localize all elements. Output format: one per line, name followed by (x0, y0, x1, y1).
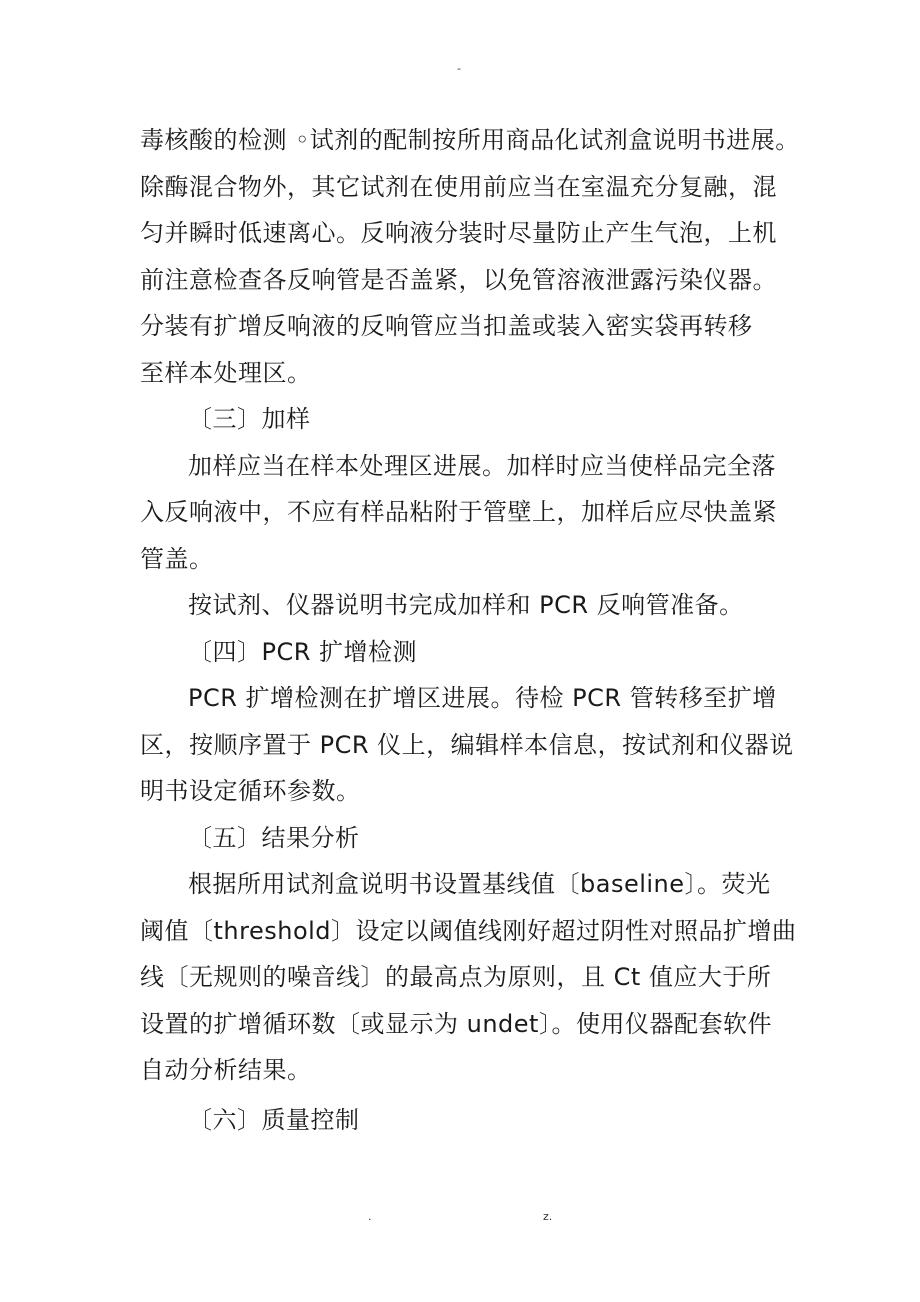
text-line: 前注意检查各反响管是否盖紧，以免管溶液泄露污染仪器。 (140, 265, 777, 294)
paragraph-pcr-amplification (140, 675, 794, 815)
text-line: 根据所用试剂盒说明书设置基线值〔baseline〕。荧光 (188, 870, 771, 898)
heading-text: 〔三〕加样 (188, 405, 311, 433)
section-heading-result-analysis (140, 815, 785, 862)
text-line: 入反响液中，不应有样品粘附于管壁上，加样后应尽快盖紧 (140, 498, 777, 526)
heading-text: 〔四〕PCR 扩增检测 (188, 637, 418, 666)
footer-left-mark: . (368, 1210, 372, 1223)
section-heading-pcr-amplification (140, 629, 785, 676)
text-line: 阈值〔threshold〕设定以阈值线刚好超过阴性对照品扩增曲 (140, 916, 797, 945)
text-line: 区，按顺序置于 PCR 仪上，编辑样本信息，按试剂和仪器说 (140, 730, 794, 759)
text-line: 按试剂、仪器说明书完成加样和 PCR 反响管准备。 (188, 591, 744, 619)
document-body (140, 117, 800, 1143)
text-line: 加样应当在样本处理区进展。加样时应当使样品完全落 (188, 451, 776, 480)
paragraph-reagent-prep (140, 117, 800, 396)
header-mark: - (457, 62, 461, 75)
paragraph-result-analysis (140, 861, 797, 1094)
paragraph-sample-loading (140, 443, 785, 583)
text-line: 自动分析结果。 (140, 1056, 312, 1084)
text-line: 管盖。 (140, 544, 214, 573)
text-line: 除酶混合物外，其它试剂在使用前应当在室温充分复融，混 (140, 172, 777, 201)
section-heading-quality-control (140, 1097, 785, 1144)
section-heading-sample-loading (140, 396, 785, 443)
text-line: 毒核酸的检测 ◦试剂的配制按所用商品化试剂盒说明书进展。 (140, 126, 800, 154)
text-line: 匀并瞬时低速离心。反响液分装时尽量防止产生气泡，上机 (140, 219, 777, 247)
text-line: 线〔无规则的噪音线〕的最高点为原则，且 Ct 值应大于所 (140, 963, 772, 991)
text-line: PCR 扩增检测在扩增区进展。待检 PCR 管转移至扩增 (188, 684, 777, 712)
text-line: 至样本处理区。 (140, 358, 312, 387)
text-line: 设置的扩增循环数〔或显示为 undet〕。使用仪器配套软件 (140, 1009, 772, 1038)
text-line: 分装有扩增反响液的反响管应当扣盖或装入密实袋再转移 (140, 312, 753, 340)
heading-text: 〔五〕结果分析 (188, 823, 360, 852)
heading-text: 〔六〕质量控制 (188, 1105, 360, 1134)
footer-right-mark: z. (543, 1210, 553, 1223)
paragraph-pcr-prep (140, 582, 785, 629)
text-line: 明书设定循环参数。 (140, 777, 361, 805)
